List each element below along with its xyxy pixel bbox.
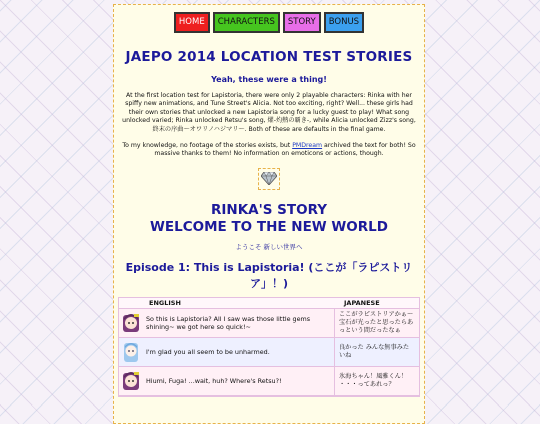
- credits-paragraph: [120, 142, 418, 159]
- table-row: [119, 338, 419, 367]
- rinka-avatar: [121, 312, 141, 334]
- column-header-japanese: JAPANESE: [344, 298, 380, 307]
- story-title: [114, 202, 424, 236]
- table-row: [119, 309, 419, 338]
- column-header-english: ENGLISH: [149, 298, 181, 307]
- page-title: JAEPO 2014 LOCATION TEST STORIES: [125, 49, 413, 65]
- gem-icon: [261, 172, 277, 185]
- nav-home-button[interactable]: HOME: [174, 12, 210, 33]
- hiumi-avatar: [121, 341, 141, 363]
- story-title-line2: WELCOME TO THE NEW WORLD: [150, 218, 388, 235]
- story-title-line1: RINKA'S STORY: [210, 201, 328, 218]
- story-jp-title: ようこそ 新しい世界へ: [235, 242, 303, 251]
- nav-story-button[interactable]: STORY: [283, 12, 321, 33]
- dialogue-japanese: ここがラピストリアかぁ～ 宝石が光ったと思ったらあっという間だったなぁ: [339, 310, 414, 334]
- dialogue-english: I'm glad you all seem to be unharmed.: [143, 338, 335, 366]
- nav-bar: [114, 12, 424, 33]
- nav-bonus-button[interactable]: BONUS: [324, 12, 364, 33]
- gem-divider: [258, 168, 280, 190]
- dialogue-table: [118, 297, 420, 397]
- dialogue-japanese: 良かった みんな無事みたいね: [339, 343, 410, 359]
- table-header: [119, 298, 419, 309]
- pmdream-link[interactable]: PMDream: [292, 142, 323, 150]
- credits-text-before: To my knowledge, no footage of the stories exists, but: [122, 142, 293, 150]
- dialogue-japanese: 氷海ちゃん！風雅くん！ ・・・ってあれっ？: [339, 372, 408, 388]
- nav-characters-button[interactable]: CHARACTERS: [213, 12, 280, 33]
- episode-heading: Episode 1: This is Lapistoria! (ここが「ラピストリア」！): [125, 260, 413, 290]
- intro-paragraph: At the first location test for Lapistoria, there were only 2 playable characters: Rinka with her spiffy new animations, and Tune Street's Alicia. Not too exciting, right? Well... these girls had their own stories that unlocked a new Lapistoria song for a lucky guest to play! What song unlocked varied; Rinka unlocked Retsu's song, 燿-灼熱の覇き-, while Alicia unlocked Zizz's song, 終末の序曲～オワリノハジマリ～. Both of these are defaults in the final game.: [122, 92, 416, 133]
- table-row: [119, 367, 419, 396]
- content-panel: [113, 4, 425, 424]
- credits-text-after: archived the text for both! So massive thanks to them! No information on emoticons or actions, though.: [154, 142, 416, 158]
- dialogue-english: Hiumi, Fuga! ...wait, huh? Where's Retsu?!: [143, 367, 335, 395]
- page-subtitle: Yeah, these were a thing!: [211, 75, 327, 84]
- dialogue-english: So this is Lapistoria? All I saw was those little gems shining~ we got here so quick!~: [143, 309, 335, 337]
- rinka-avatar: [121, 370, 141, 392]
